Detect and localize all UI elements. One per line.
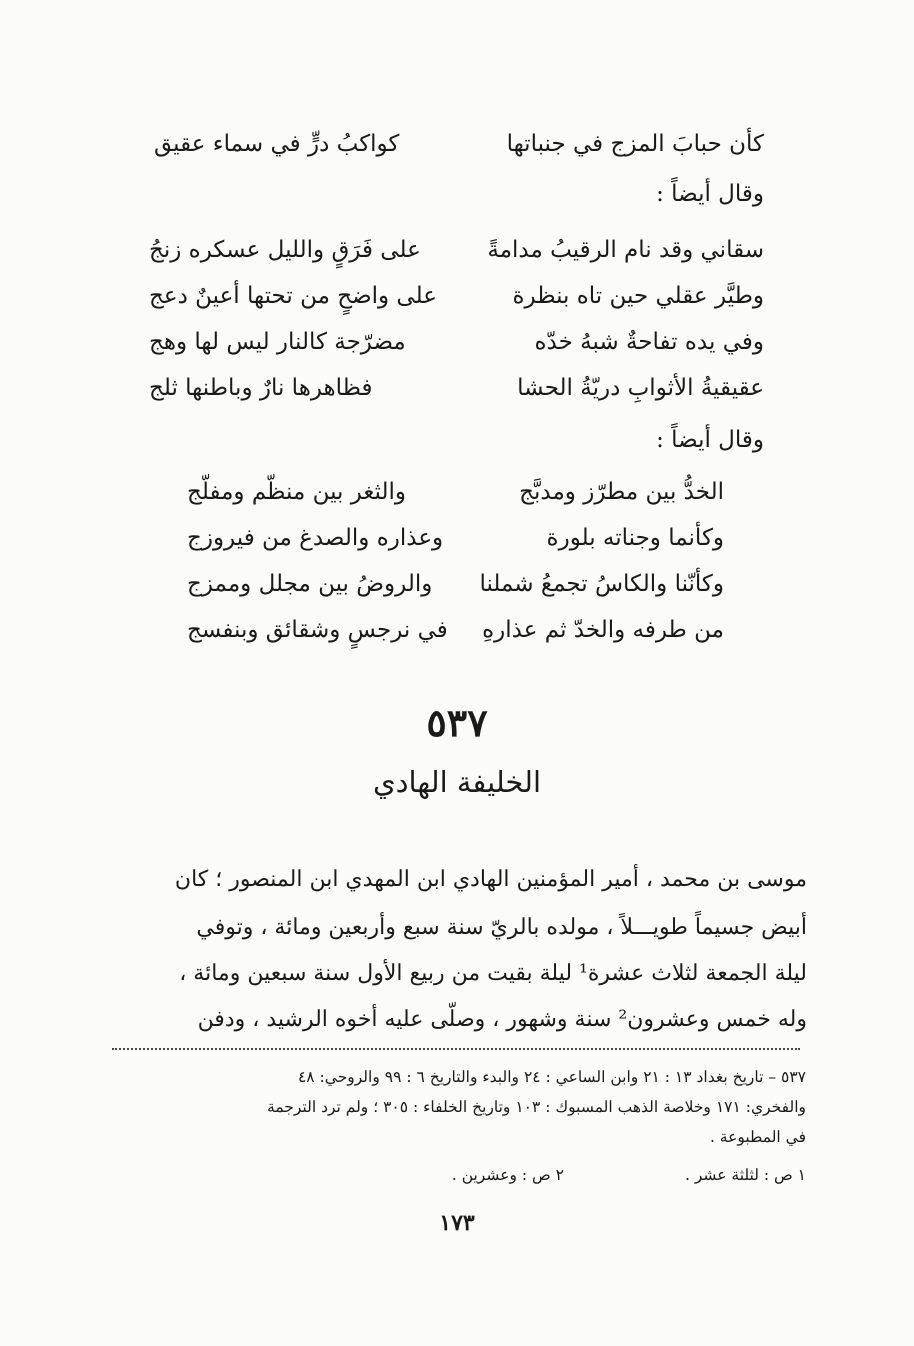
verse-line [187, 608, 724, 652]
verse-first-hemistich: سقاني وقد نام الرقيبُ مدامةً [487, 237, 764, 263]
verse-first-hemistich: كأن حبابَ المزج في جنباتها [506, 131, 764, 157]
entry-number: ٥٣٧ [426, 700, 488, 745]
verse-intro: وقال أيضاً : [656, 181, 764, 207]
verse-second-hemistich: كواكبُ درٍّ في سماء عقيق [154, 131, 400, 157]
verse-second-hemistich: والروضُ بين مجلل وممزج [187, 571, 433, 597]
verse-second-hemistich: في نرجسٍ وشقائق وبنفسج [187, 617, 448, 643]
verse-first-hemistich: وكأنّنا والكاسُ تجمعُ شملنا [479, 571, 724, 597]
body-line: وله خمس وعشرون² سنة وشهور ، وصلّى عليه أخوه الرشيد ، ودفن [197, 1007, 807, 1032]
verse-line [149, 366, 764, 410]
verse-first-hemistich: وكأنما وجناته بلورة [546, 525, 724, 551]
verse-second-hemistich: فظاهرها نارٌ وباطنها ثلج [149, 375, 373, 401]
verse-second-hemistich: مضرّجة كالنار ليس لها وهج [149, 329, 406, 355]
footnote-separator [112, 1048, 800, 1050]
verse-second-hemistich: وعذاره والصدغ من فيروزج [187, 525, 444, 551]
verse-second-hemistich: على واضحٍ من تحتها أعينٌ دعج [149, 283, 437, 309]
verse-line [187, 516, 724, 560]
footnote-source-line: ٥٣٧ – تاريخ بغداد ١٣ : ٢١ وابن الساعي : ٢٤ والبدء والتاريخ ٦ : ٩٩ والروحي: ٤٨ [297, 1068, 806, 1086]
body-line: موسى بن محمد ، أمير المؤمنين الهادي ابن المهدي ابن المنصور ؛ كان [174, 867, 807, 892]
verse-second-hemistich: على فَرَقٍ والليل عسكره زنجُ [149, 237, 421, 263]
page-number: ١٧٣ [439, 1210, 475, 1236]
verse-line [154, 122, 764, 166]
verse-first-hemistich: من طرفه والخدّ ثم عذارهِ [482, 617, 724, 643]
verse-first-hemistich: وطيَّر عقلي حين تاه بنظرة [512, 283, 764, 309]
verse-line [149, 274, 764, 318]
body-line: أبيض جسيماً طويـــلاً ، مولده بالريّ سنة سبع وأربعين ومائة ، وتوفي [196, 915, 807, 940]
verse-line [187, 562, 724, 606]
body-line: ليلة الجمعة لثلاث عشرة¹ ليلة بقيت من ربيع الأول سنة سبعين ومائة ، [179, 961, 807, 986]
footnote-source-line: في المطبوعة . [709, 1128, 806, 1146]
footnote-1: ١ ص : لثلثة عشر . [685, 1166, 806, 1184]
verse-first-hemistich: عقيقيةُ الأثوابِ دريّةُ الحشا [517, 375, 764, 401]
verse-line [187, 470, 724, 514]
verse-first-hemistich: الخدُّ بين مطرّز ومدبَّج [519, 479, 724, 505]
verse-line [149, 320, 764, 364]
entry-title: الخليفة الهادي [372, 765, 542, 799]
footnote-source-line: والفخري: ١٧١ وخلاصة الذهب المسبوك : ١٠٣ وتاريخ الخلفاء : ٣٠٥ ؛ ولم ترد الترجمة [267, 1098, 806, 1116]
verse-first-hemistich: وفي يده تفاحةٌ شبهُ خدّه [534, 329, 764, 355]
verse-line [149, 228, 764, 272]
verse-intro: وقال أيضاً : [656, 427, 764, 453]
verse-second-hemistich: والثغر بين منظّم ومفلّج [187, 479, 406, 505]
footnote-2: ٢ ص : وعشرين . [451, 1166, 564, 1184]
